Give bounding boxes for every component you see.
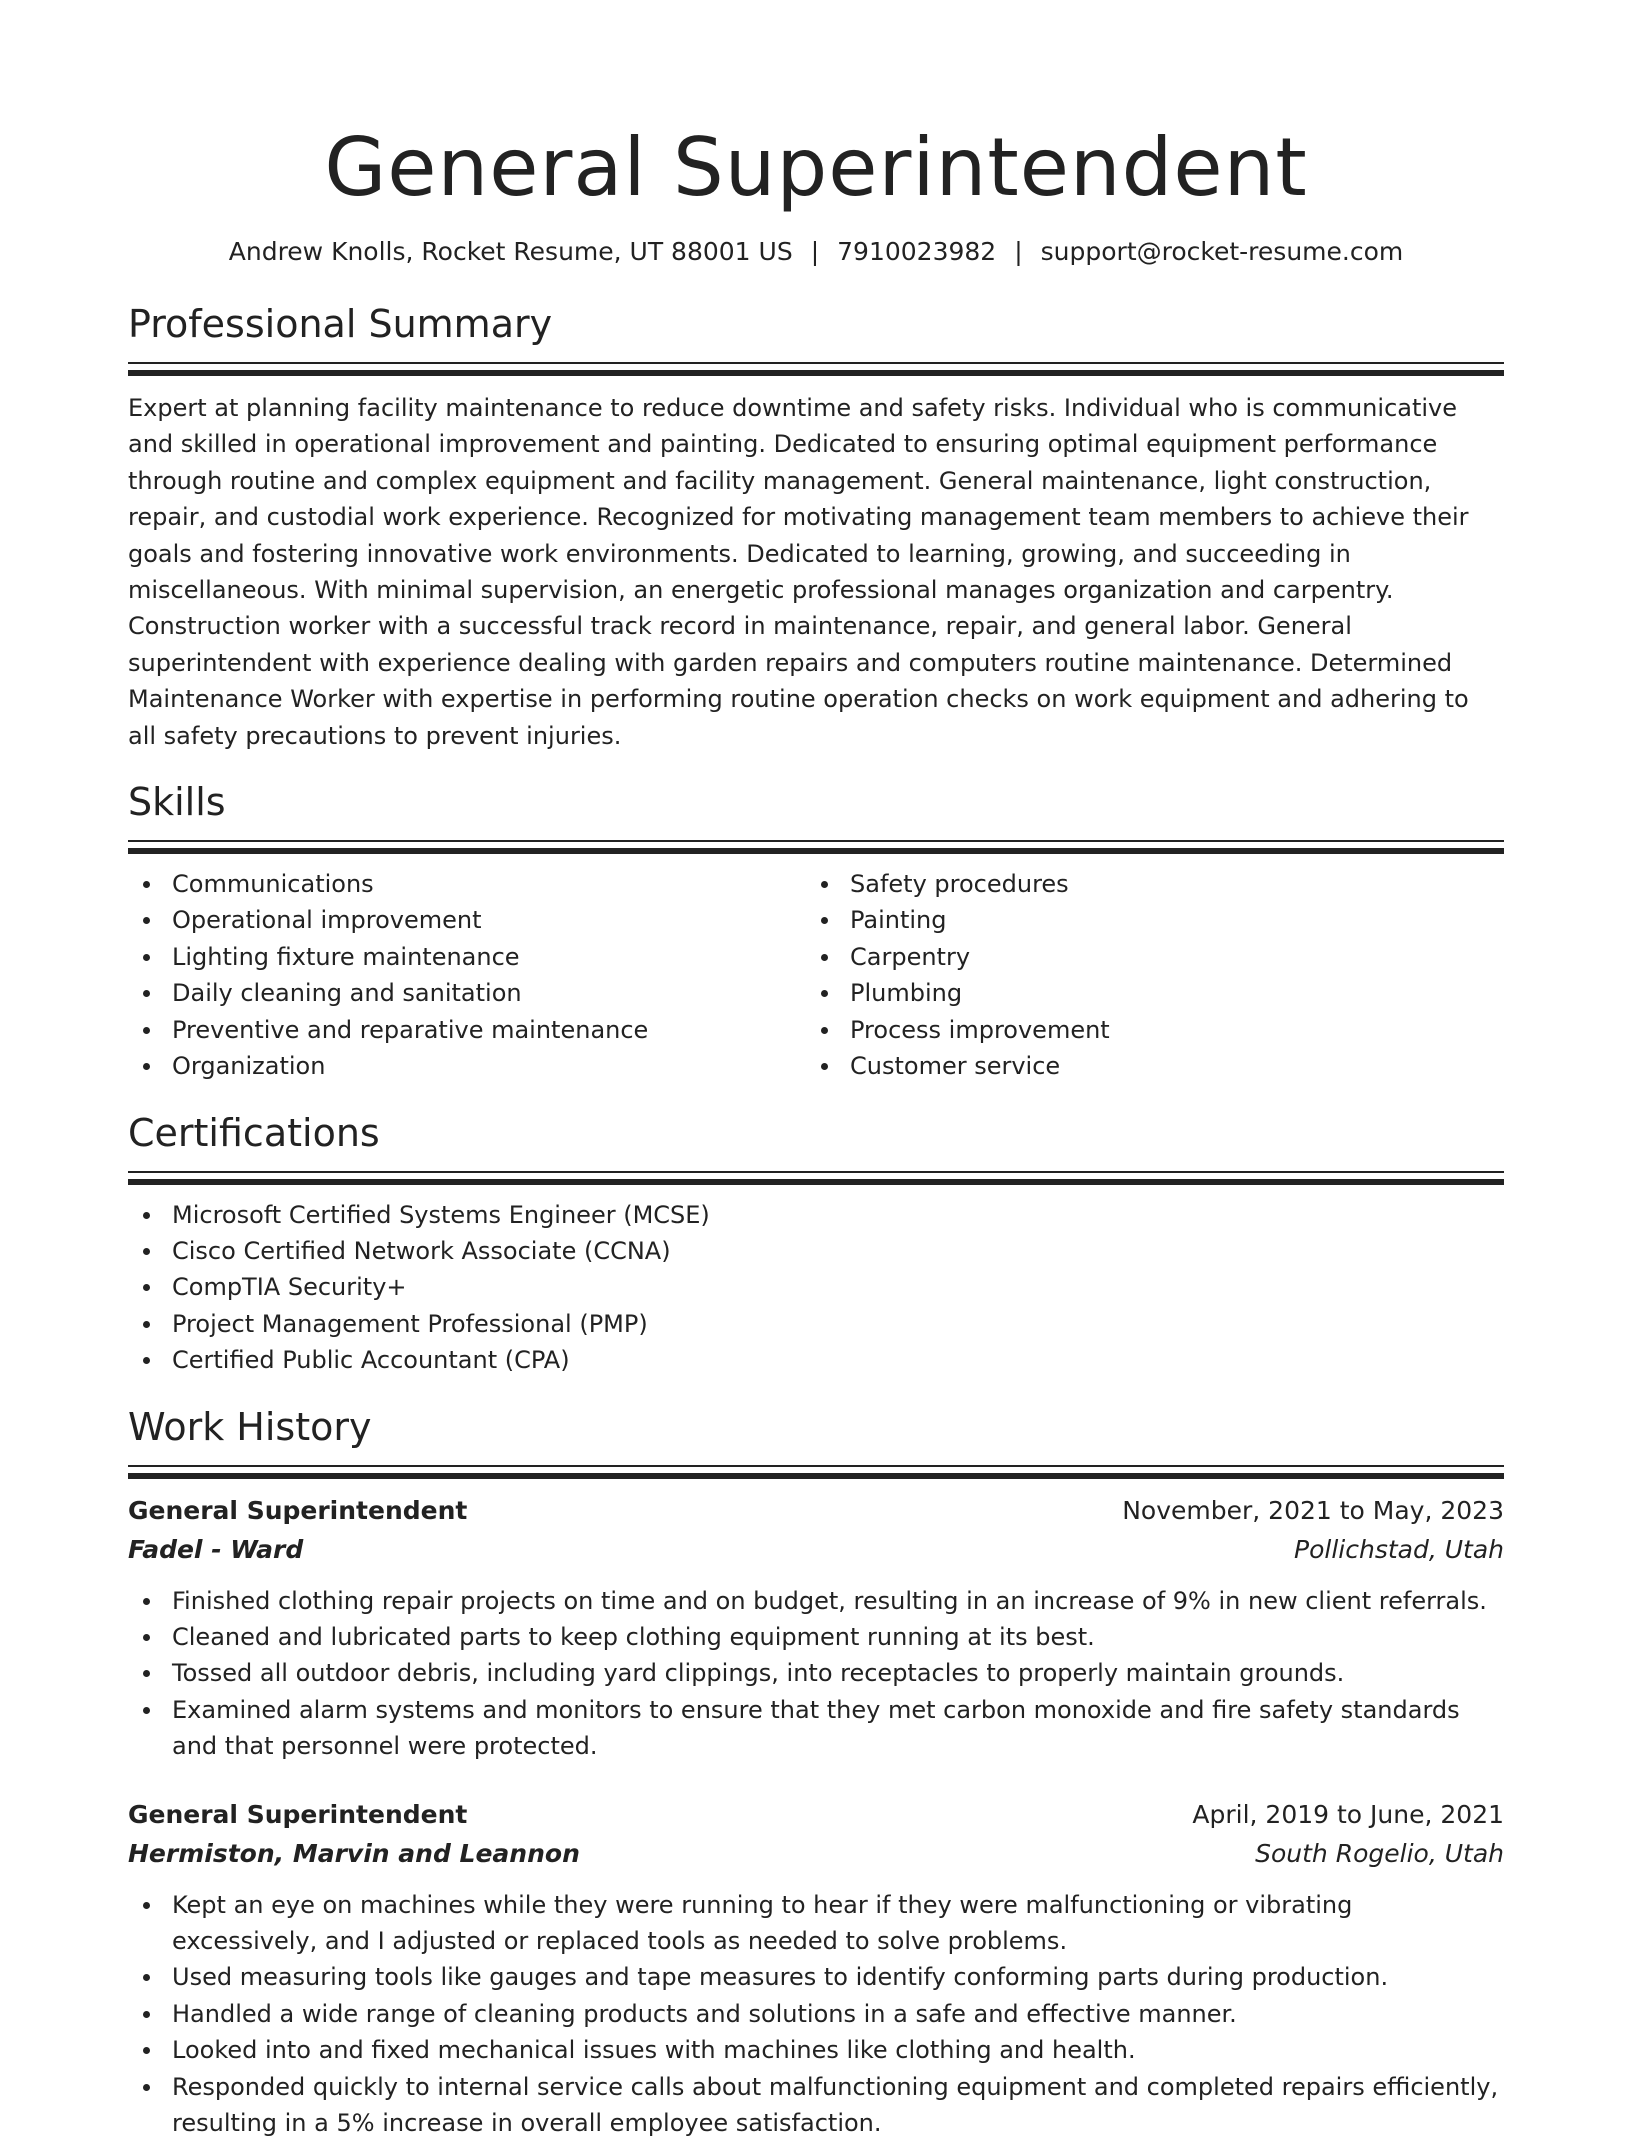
job-company: Hermiston, Marvin and Leannon	[128, 1838, 580, 1868]
summary-text: Expert at planning facility maintenance to reduce downtime and safety risks. Individual who is communicative and skilled in operational improvement and painting. Dedicated to ensuring optimal equipment performance through routine and complex equipment and facility management. General maintenance, light construction, repair, and custodial work experience. Recognized for motivating management team members to achieve their goals and fostering innovative work environments. Dedicated to learning, growing, and succeeding in miscellaneous. With minimal supervision, an energetic professional manages organization and carpentry. Construction worker with a successful track record in maintenance, repair, and general labor. General superintendent with experience dealing with garden repairs and computers routine maintenance. Determined Maintenance Worker with expertise in performing routine operation checks on work equipment and adhering to all safety precautions to prevent injuries.	[128, 394, 1469, 750]
certifications-heading: Certifications	[128, 1110, 380, 1155]
job-bullets	[128, 1887, 1504, 2141]
certification-item: Microsoft Certified Systems Engineer (MCSE)	[128, 1197, 1504, 1233]
summary-section	[128, 300, 1504, 754]
contact-line	[128, 234, 1504, 270]
certification-item: CompTIA Security+	[128, 1269, 1504, 1305]
contact-separator: |	[810, 237, 820, 266]
skill-item: Daily cleaning and sanitation	[128, 975, 806, 1011]
job-entry	[128, 1795, 1504, 2141]
section-divider	[128, 1171, 1504, 1185]
contact-separator: |	[1014, 237, 1023, 266]
skill-item: Safety procedures	[806, 866, 1484, 902]
job-title: General Superintendent	[128, 1495, 468, 1525]
job-location: Pollichstad, Utah	[1294, 1534, 1504, 1564]
skills-heading: Skills	[128, 780, 226, 825]
job-header-row	[128, 1795, 1504, 1834]
contact-address: Andrew Knolls, Rocket Resume, UT 88001 US	[228, 237, 793, 266]
skill-item: Carpentry	[806, 939, 1484, 975]
skills-section	[128, 778, 1504, 1084]
job-bullet: Handled a wide range of cleaning products and solutions in a safe and effective manner.	[128, 1996, 1504, 2032]
job-bullet: Used measuring tools like gauges and tape measures to identify conforming parts during production.	[128, 1959, 1504, 1995]
certification-item: Certified Public Accountant (CPA)	[128, 1342, 1504, 1378]
section-divider	[128, 362, 1504, 376]
certification-item: Cisco Certified Network Associate (CCNA)	[128, 1233, 1504, 1269]
skill-item: Customer service	[806, 1048, 1484, 1084]
job-bullet: Kept an eye on machines while they were running to hear if they were malfunctioning or vibrating excessively, and I adjusted or replaced tools as needed to solve problems.	[128, 1887, 1504, 1960]
certifications-list	[128, 1197, 1504, 1379]
skills-columns	[128, 866, 1504, 1084]
skills-list-right	[806, 866, 1484, 1084]
job-bullet: Cleaned and lubricated parts to keep clothing equipment running at its best.	[128, 1619, 1504, 1655]
skill-item: Plumbing	[806, 975, 1484, 1011]
job-bullet: Responded quickly to internal service calls about malfunctioning equipment and completed repairs efficiently, resulting in a 5% increase in overall employee satisfaction.	[128, 2069, 1504, 2141]
job-bullet: Looked into and fixed mechanical issues with machines like clothing and health.	[128, 2032, 1504, 2068]
work-history-heading: Work History	[128, 1404, 372, 1449]
job-dates: November, 2021 to May, 2023	[1122, 1495, 1504, 1525]
job-company: Fadel - Ward	[128, 1534, 304, 1564]
resume-page	[128, 118, 1504, 2141]
work-history-section	[128, 1403, 1504, 2141]
job-bullets	[128, 1583, 1504, 1765]
section-divider	[128, 840, 1504, 854]
job-bullet: Examined alarm systems and monitors to ensure that they met carbon monoxide and fire safety standards and that personnel were protected.	[128, 1692, 1504, 1765]
page-title: General Superintendent	[324, 121, 1308, 214]
skill-item: Communications	[128, 866, 806, 902]
contact-email: support@rocket-resume.com	[1040, 237, 1404, 266]
job-dates: April, 2019 to June, 2021	[1192, 1799, 1504, 1829]
contact-phone: 7910023982	[837, 237, 997, 266]
job-bullet: Finished clothing repair projects on time and on budget, resulting in an increase of 9% in new client referrals.	[128, 1583, 1504, 1619]
job-entry	[128, 1491, 1504, 1765]
job-title: General Superintendent	[128, 1799, 468, 1829]
job-bullet: Tossed all outdoor debris, including yard clippings, into receptacles to properly maintain grounds.	[128, 1655, 1504, 1691]
certifications-section	[128, 1109, 1504, 1379]
skill-item: Preventive and reparative maintenance	[128, 1012, 806, 1048]
job-company-row	[128, 1530, 1504, 1569]
job-header-row	[128, 1491, 1504, 1530]
section-divider	[128, 1465, 1504, 1479]
skill-item: Operational improvement	[128, 902, 806, 938]
skills-list-left	[128, 866, 806, 1084]
skill-item: Lighting fixture maintenance	[128, 939, 806, 975]
skill-item: Painting	[806, 902, 1484, 938]
job-company-row	[128, 1834, 1504, 1873]
certification-item: Project Management Professional (PMP)	[128, 1306, 1504, 1342]
summary-heading: Professional Summary	[128, 302, 553, 346]
skill-item: Organization	[128, 1048, 806, 1084]
job-location: South Rogelio, Utah	[1255, 1838, 1504, 1868]
skill-item: Process improvement	[806, 1012, 1484, 1048]
